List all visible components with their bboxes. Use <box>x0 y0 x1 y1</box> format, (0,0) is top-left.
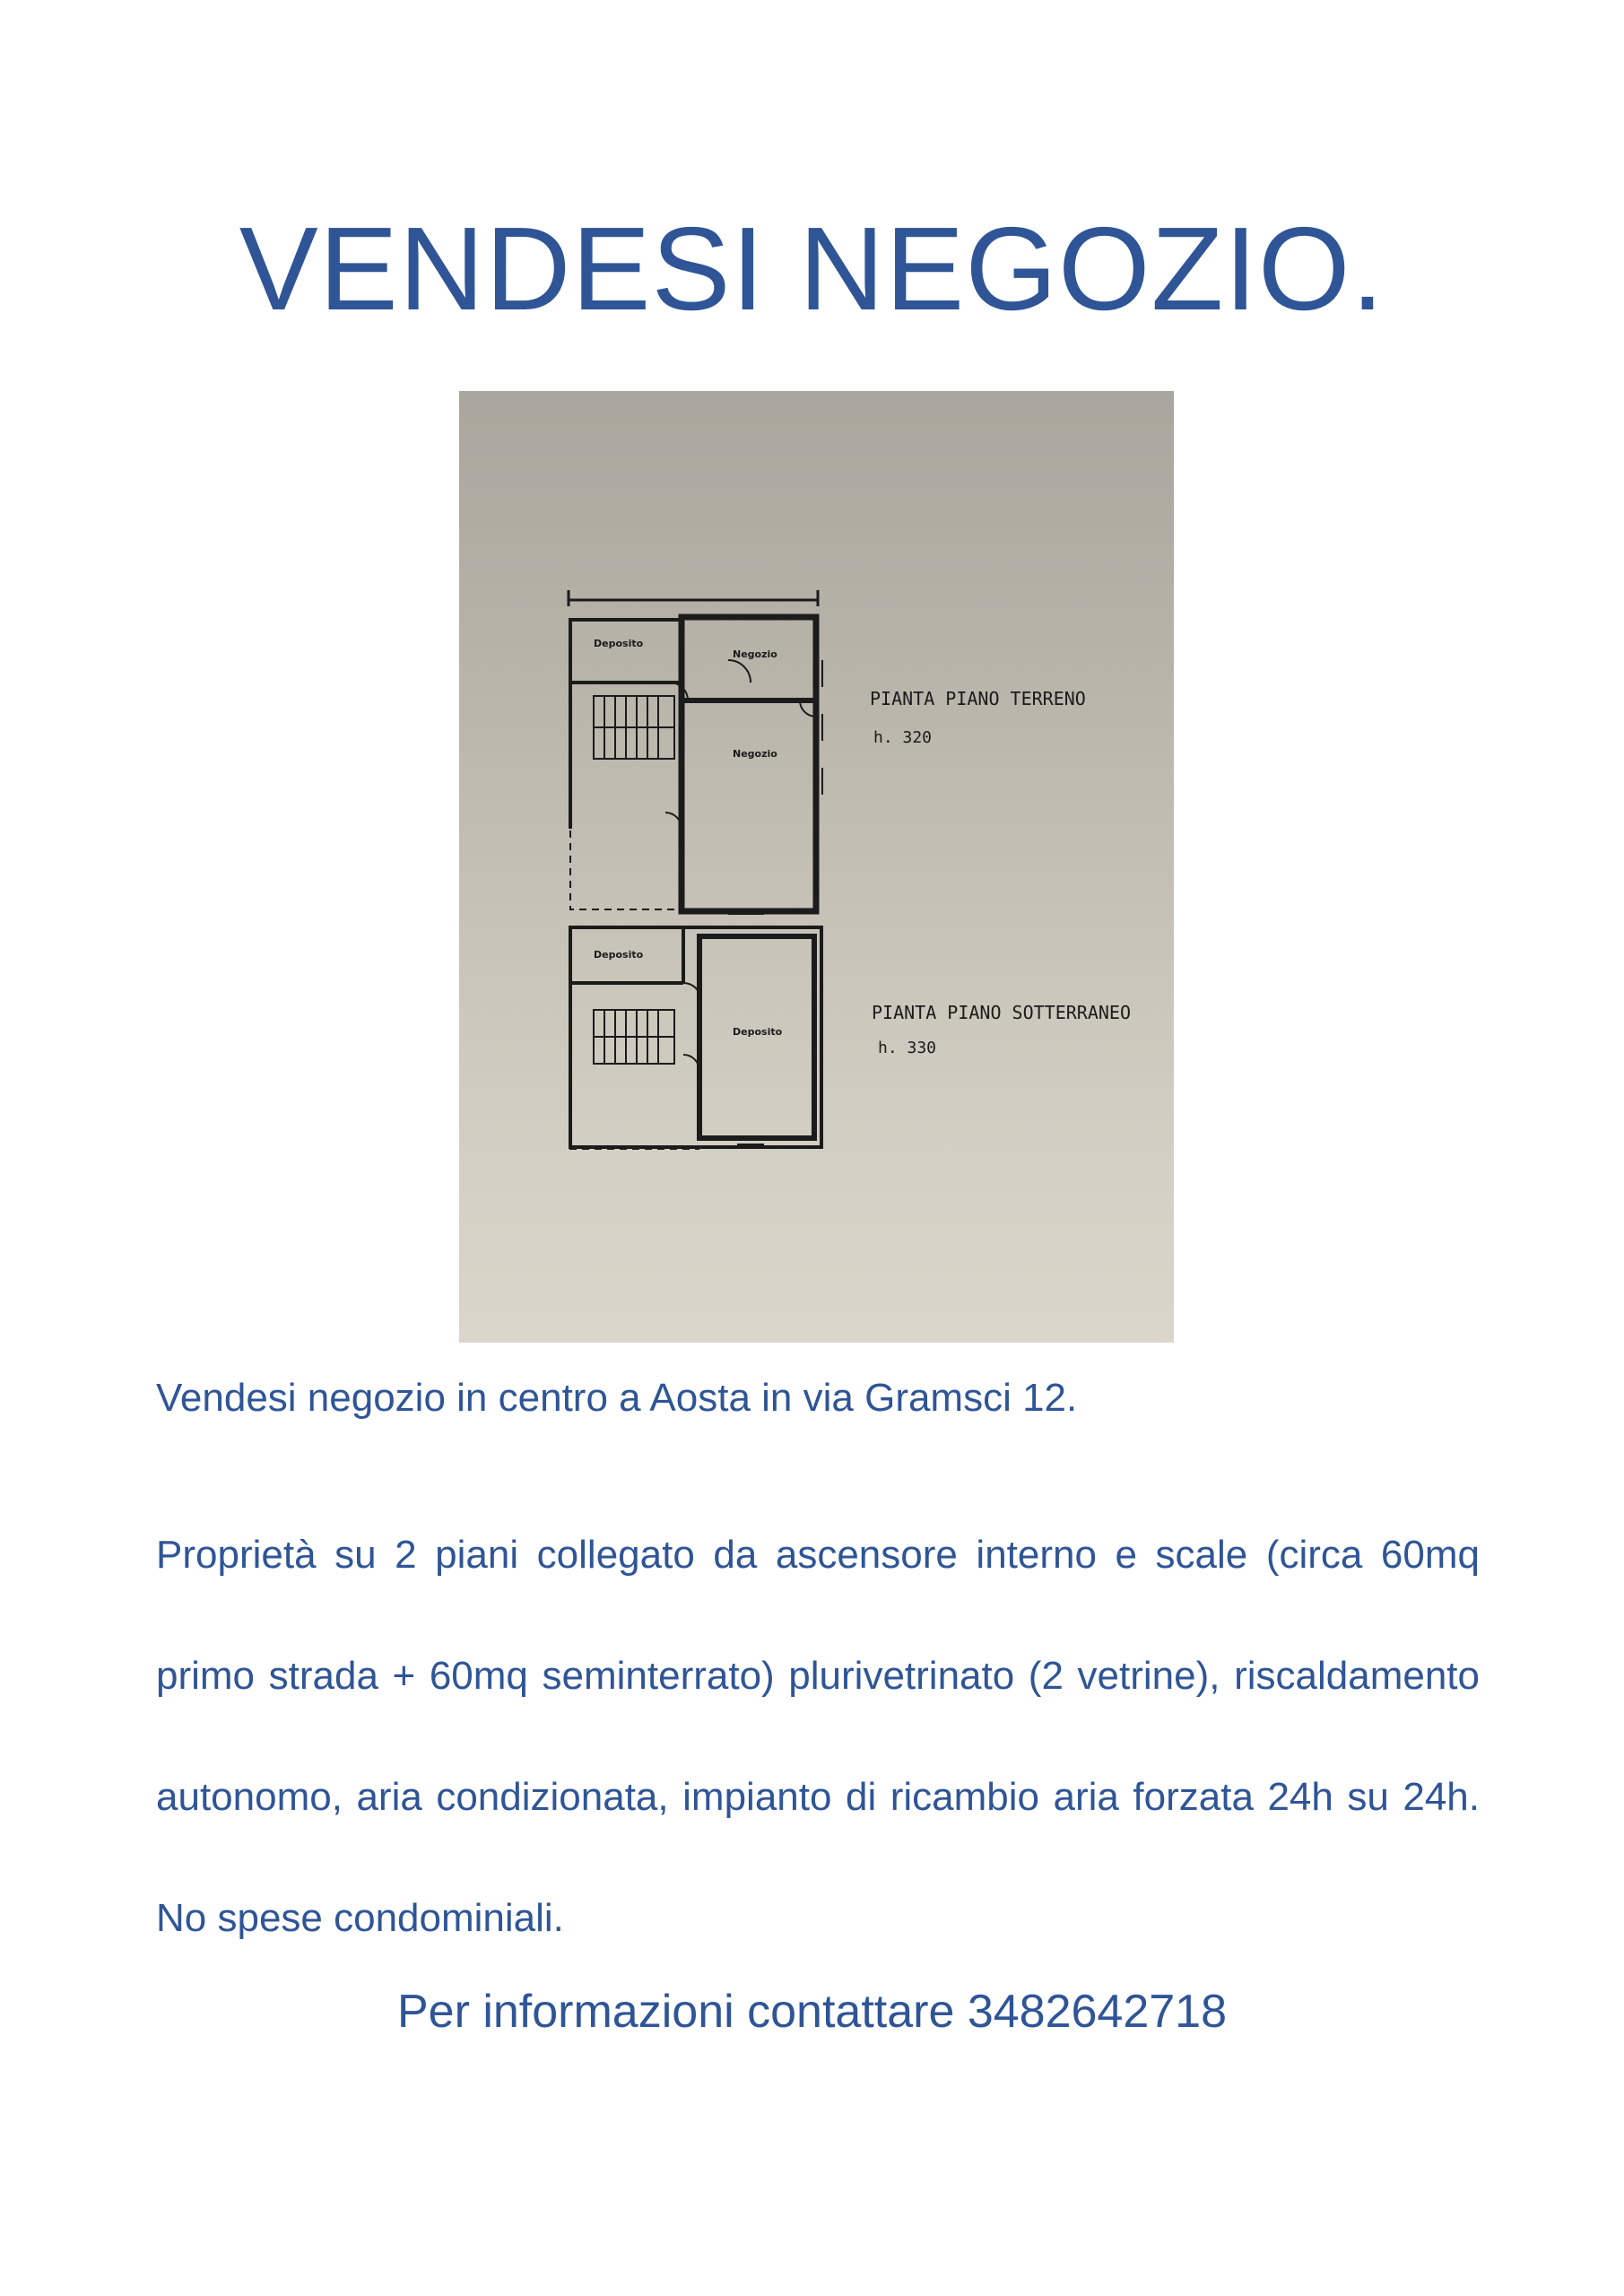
room-label: Deposito <box>594 638 644 649</box>
room-label: Negozio <box>733 648 777 660</box>
room-label: Deposito <box>733 1026 783 1038</box>
ground-floor-label: PIANTA PIANO TERRENO <box>870 688 1086 709</box>
floorplan-drawing <box>459 391 1174 1343</box>
description-paragraph: Proprietà su 2 piani collegato da ascensore interno e scale (circa 60mq primo strada + 60mq seminterrato) plurivetrinato (2 vetrine), riscaldamento autonomo, aria condizionata, impianto di ricambio aria forzata 24h su 24h. No spese condominiali. <box>156 1533 1480 1940</box>
location-line: Vendesi negozio in centro a Aosta in via Gramsci 12. <box>156 1376 1078 1420</box>
basement-plan <box>570 927 821 1149</box>
contact-line: Per informazioni contattare 3482642718 <box>396 1986 1228 2038</box>
room-label: Deposito <box>594 949 644 961</box>
ground-floor-plan <box>570 617 822 914</box>
page-title: VENDESI NEGOZIO. <box>239 203 1385 335</box>
floorplan-photo <box>459 391 1174 1343</box>
basement-height: h. 330 <box>878 1039 937 1057</box>
basement-label: PIANTA PIANO SOTTERRANEO <box>872 1002 1131 1023</box>
room-label: Negozio <box>733 748 777 760</box>
ground-floor-height: h. 320 <box>873 728 933 747</box>
